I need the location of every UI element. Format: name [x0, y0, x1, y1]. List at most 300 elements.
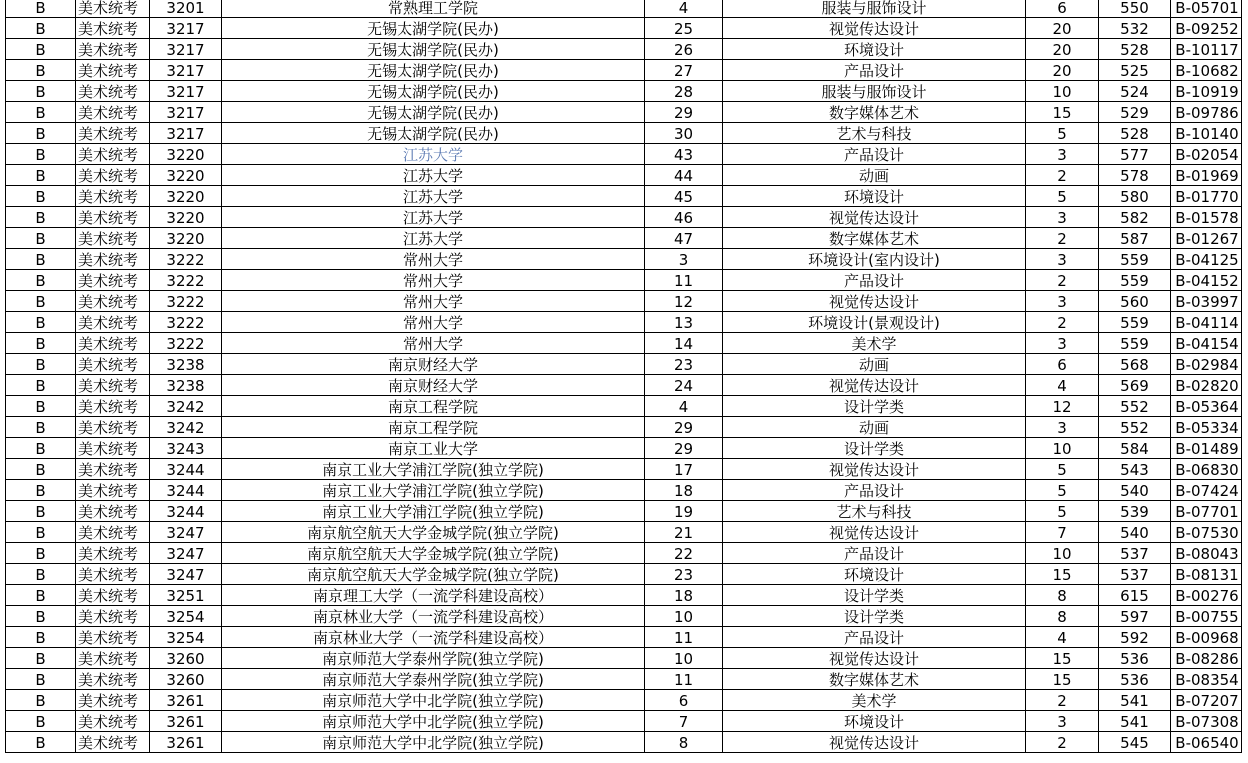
batch-cell[interactable]: B [6, 501, 76, 522]
school-code-cell[interactable]: 3217 [150, 60, 222, 81]
score-cell[interactable]: 559 [1099, 270, 1171, 291]
category-cell[interactable]: 美术统考 [76, 165, 150, 186]
major-code-cell[interactable]: 4 [645, 396, 723, 417]
score-cell[interactable]: 578 [1099, 165, 1171, 186]
school-name-cell[interactable]: 南京航空航天大学金城学院(独立学院) [222, 564, 645, 585]
major-name-cell[interactable]: 环境设计 [723, 186, 1026, 207]
score-cell[interactable]: 528 [1099, 123, 1171, 144]
table-row[interactable] [6, 333, 1242, 354]
score-cell[interactable]: 525 [1099, 60, 1171, 81]
rank-cell[interactable]: B-07530 [1171, 522, 1242, 543]
batch-cell[interactable]: B [6, 249, 76, 270]
plan-count-cell[interactable]: 3 [1026, 249, 1099, 270]
major-code-cell[interactable]: 30 [645, 123, 723, 144]
major-name-cell[interactable]: 环境设计 [723, 711, 1026, 732]
score-cell[interactable]: 536 [1099, 669, 1171, 690]
rank-cell[interactable]: B-05364 [1171, 396, 1242, 417]
rank-cell[interactable]: B-10682 [1171, 60, 1242, 81]
plan-count-cell[interactable]: 6 [1026, 354, 1099, 375]
table-row[interactable] [6, 270, 1242, 291]
batch-cell[interactable]: B [6, 0, 76, 18]
table-row[interactable] [6, 123, 1242, 144]
major-code-cell[interactable]: 29 [645, 417, 723, 438]
rank-cell[interactable]: B-10919 [1171, 81, 1242, 102]
school-code-cell[interactable]: 3254 [150, 627, 222, 648]
category-cell[interactable]: 美术统考 [76, 732, 150, 753]
major-name-cell[interactable]: 设计学类 [723, 606, 1026, 627]
category-cell[interactable]: 美术统考 [76, 585, 150, 606]
category-cell[interactable]: 美术统考 [76, 627, 150, 648]
table-row[interactable] [6, 711, 1242, 732]
school-name-cell[interactable]: 南京林业大学（一流学科建设高校） [222, 606, 645, 627]
major-code-cell[interactable]: 26 [645, 39, 723, 60]
major-name-cell[interactable]: 数字媒体艺术 [723, 669, 1026, 690]
batch-cell[interactable]: B [6, 438, 76, 459]
plan-count-cell[interactable]: 7 [1026, 522, 1099, 543]
plan-count-cell[interactable]: 10 [1026, 81, 1099, 102]
batch-cell[interactable]: B [6, 81, 76, 102]
score-cell[interactable]: 537 [1099, 564, 1171, 585]
rank-cell[interactable]: B-07207 [1171, 690, 1242, 711]
school-name-cell[interactable]: 南京航空航天大学金城学院(独立学院) [222, 543, 645, 564]
major-code-cell[interactable]: 23 [645, 354, 723, 375]
rank-cell[interactable]: B-05701 [1171, 0, 1242, 18]
major-name-cell[interactable]: 产品设计 [723, 543, 1026, 564]
table-row[interactable] [6, 375, 1242, 396]
score-cell[interactable]: 541 [1099, 690, 1171, 711]
school-code-cell[interactable]: 3238 [150, 354, 222, 375]
school-name-cell[interactable]: 江苏大学 [222, 207, 645, 228]
category-cell[interactable]: 美术统考 [76, 543, 150, 564]
school-code-cell[interactable]: 3242 [150, 396, 222, 417]
major-name-cell[interactable]: 视觉传达设计 [723, 291, 1026, 312]
major-code-cell[interactable]: 22 [645, 543, 723, 564]
school-code-cell[interactable]: 3242 [150, 417, 222, 438]
score-cell[interactable]: 540 [1099, 480, 1171, 501]
school-name-cell[interactable]: 无锡太湖学院(民办) [222, 60, 645, 81]
score-cell[interactable]: 580 [1099, 186, 1171, 207]
major-name-cell[interactable]: 动画 [723, 417, 1026, 438]
batch-cell[interactable]: B [6, 543, 76, 564]
major-code-cell[interactable]: 29 [645, 438, 723, 459]
school-name-cell[interactable]: 南京师范大学泰州学院(独立学院) [222, 669, 645, 690]
school-name-cell[interactable]: 南京师范大学中北学院(独立学院) [222, 732, 645, 753]
rank-cell[interactable]: B-06540 [1171, 732, 1242, 753]
batch-cell[interactable]: B [6, 39, 76, 60]
plan-count-cell[interactable]: 15 [1026, 102, 1099, 123]
major-code-cell[interactable]: 13 [645, 312, 723, 333]
table-row[interactable] [6, 459, 1242, 480]
plan-count-cell[interactable]: 3 [1026, 711, 1099, 732]
school-code-cell[interactable]: 3222 [150, 312, 222, 333]
major-code-cell[interactable]: 14 [645, 333, 723, 354]
score-cell[interactable]: 541 [1099, 711, 1171, 732]
school-name-cell[interactable]: 南京林业大学（一流学科建设高校） [222, 627, 645, 648]
rank-cell[interactable]: B-02054 [1171, 144, 1242, 165]
plan-count-cell[interactable]: 3 [1026, 207, 1099, 228]
category-cell[interactable]: 美术统考 [76, 396, 150, 417]
score-cell[interactable]: 560 [1099, 291, 1171, 312]
school-code-cell[interactable]: 3251 [150, 585, 222, 606]
school-name-cell[interactable]: 南京工业大学 [222, 438, 645, 459]
major-name-cell[interactable]: 动画 [723, 165, 1026, 186]
rank-cell[interactable]: B-01267 [1171, 228, 1242, 249]
plan-count-cell[interactable]: 2 [1026, 270, 1099, 291]
batch-cell[interactable]: B [6, 165, 76, 186]
major-code-cell[interactable]: 10 [645, 648, 723, 669]
table-row[interactable] [6, 417, 1242, 438]
rank-cell[interactable]: B-07701 [1171, 501, 1242, 522]
score-cell[interactable]: 539 [1099, 501, 1171, 522]
plan-count-cell[interactable]: 5 [1026, 480, 1099, 501]
category-cell[interactable]: 美术统考 [76, 102, 150, 123]
major-name-cell[interactable]: 产品设计 [723, 60, 1026, 81]
school-code-cell[interactable]: 3217 [150, 123, 222, 144]
category-cell[interactable]: 美术统考 [76, 480, 150, 501]
major-name-cell[interactable]: 视觉传达设计 [723, 18, 1026, 39]
rank-cell[interactable]: B-07424 [1171, 480, 1242, 501]
major-code-cell[interactable]: 11 [645, 627, 723, 648]
school-code-cell[interactable]: 3220 [150, 207, 222, 228]
plan-count-cell[interactable]: 15 [1026, 564, 1099, 585]
category-cell[interactable]: 美术统考 [76, 459, 150, 480]
category-cell[interactable]: 美术统考 [76, 249, 150, 270]
school-name-cell[interactable]: 南京工业大学浦江学院(独立学院) [222, 459, 645, 480]
major-code-cell[interactable]: 27 [645, 60, 723, 81]
major-name-cell[interactable]: 美术学 [723, 690, 1026, 711]
table-row[interactable] [6, 18, 1242, 39]
school-code-cell[interactable]: 3220 [150, 186, 222, 207]
rank-cell[interactable]: B-05334 [1171, 417, 1242, 438]
rank-cell[interactable]: B-01578 [1171, 207, 1242, 228]
score-cell[interactable]: 540 [1099, 522, 1171, 543]
major-code-cell[interactable]: 21 [645, 522, 723, 543]
school-code-cell[interactable]: 3217 [150, 39, 222, 60]
batch-cell[interactable]: B [6, 123, 76, 144]
rank-cell[interactable]: B-02984 [1171, 354, 1242, 375]
major-name-cell[interactable]: 视觉传达设计 [723, 207, 1026, 228]
school-name-cell[interactable]: 常熟理工学院 [222, 0, 645, 18]
score-cell[interactable]: 559 [1099, 249, 1171, 270]
score-cell[interactable]: 577 [1099, 144, 1171, 165]
school-code-cell[interactable]: 3222 [150, 291, 222, 312]
table-row[interactable] [6, 585, 1242, 606]
major-code-cell[interactable]: 8 [645, 732, 723, 753]
plan-count-cell[interactable]: 6 [1026, 0, 1099, 18]
batch-cell[interactable]: B [6, 522, 76, 543]
score-cell[interactable]: 615 [1099, 585, 1171, 606]
major-code-cell[interactable]: 4 [645, 0, 723, 18]
major-name-cell[interactable]: 产品设计 [723, 144, 1026, 165]
school-name-cell[interactable]: 无锡太湖学院(民办) [222, 39, 645, 60]
batch-cell[interactable]: B [6, 18, 76, 39]
school-name-cell[interactable]: 南京财经大学 [222, 354, 645, 375]
batch-cell[interactable]: B [6, 417, 76, 438]
school-code-cell[interactable]: 3261 [150, 732, 222, 753]
major-code-cell[interactable]: 11 [645, 669, 723, 690]
table-row[interactable] [6, 228, 1242, 249]
rank-cell[interactable]: B-00755 [1171, 606, 1242, 627]
table-row[interactable] [6, 543, 1242, 564]
school-code-cell[interactable]: 3247 [150, 522, 222, 543]
score-cell[interactable]: 552 [1099, 396, 1171, 417]
score-cell[interactable]: 528 [1099, 39, 1171, 60]
major-code-cell[interactable]: 25 [645, 18, 723, 39]
category-cell[interactable]: 美术统考 [76, 123, 150, 144]
category-cell[interactable]: 美术统考 [76, 606, 150, 627]
table-row[interactable] [6, 0, 1242, 18]
major-code-cell[interactable]: 10 [645, 606, 723, 627]
score-cell[interactable]: 559 [1099, 333, 1171, 354]
major-name-cell[interactable]: 视觉传达设计 [723, 522, 1026, 543]
school-code-cell[interactable]: 3222 [150, 333, 222, 354]
rank-cell[interactable]: B-04114 [1171, 312, 1242, 333]
rank-cell[interactable]: B-06830 [1171, 459, 1242, 480]
school-code-cell[interactable]: 3261 [150, 690, 222, 711]
score-cell[interactable]: 559 [1099, 312, 1171, 333]
rank-cell[interactable]: B-08354 [1171, 669, 1242, 690]
plan-count-cell[interactable]: 5 [1026, 501, 1099, 522]
school-name-cell[interactable]: 南京工业大学浦江学院(独立学院) [222, 480, 645, 501]
category-cell[interactable]: 美术统考 [76, 144, 150, 165]
major-code-cell[interactable]: 46 [645, 207, 723, 228]
school-code-cell[interactable]: 3244 [150, 501, 222, 522]
school-name-cell[interactable]: 南京师范大学中北学院(独立学院) [222, 711, 645, 732]
table-row[interactable] [6, 438, 1242, 459]
plan-count-cell[interactable]: 4 [1026, 627, 1099, 648]
major-name-cell[interactable]: 动画 [723, 354, 1026, 375]
score-cell[interactable]: 582 [1099, 207, 1171, 228]
plan-count-cell[interactable]: 3 [1026, 291, 1099, 312]
school-code-cell[interactable]: 3222 [150, 270, 222, 291]
table-row[interactable] [6, 207, 1242, 228]
score-cell[interactable]: 552 [1099, 417, 1171, 438]
table-row[interactable] [6, 165, 1242, 186]
score-cell[interactable]: 584 [1099, 438, 1171, 459]
batch-cell[interactable]: B [6, 585, 76, 606]
major-code-cell[interactable]: 12 [645, 291, 723, 312]
major-name-cell[interactable]: 视觉传达设计 [723, 648, 1026, 669]
major-name-cell[interactable]: 数字媒体艺术 [723, 102, 1026, 123]
major-name-cell[interactable]: 环境设计 [723, 39, 1026, 60]
score-cell[interactable]: 568 [1099, 354, 1171, 375]
rank-cell[interactable]: B-00968 [1171, 627, 1242, 648]
school-code-cell[interactable]: 3220 [150, 165, 222, 186]
table-row[interactable] [6, 291, 1242, 312]
table-row[interactable] [6, 312, 1242, 333]
major-name-cell[interactable]: 产品设计 [723, 480, 1026, 501]
table-row[interactable] [6, 249, 1242, 270]
school-name-cell[interactable]: 常州大学 [222, 249, 645, 270]
major-name-cell[interactable]: 产品设计 [723, 270, 1026, 291]
major-name-cell[interactable]: 视觉传达设计 [723, 459, 1026, 480]
major-name-cell[interactable]: 产品设计 [723, 627, 1026, 648]
rank-cell[interactable]: B-09252 [1171, 18, 1242, 39]
major-name-cell[interactable]: 环境设计(景观设计) [723, 312, 1026, 333]
major-code-cell[interactable]: 18 [645, 585, 723, 606]
score-cell[interactable]: 532 [1099, 18, 1171, 39]
table-row[interactable] [6, 81, 1242, 102]
school-code-cell[interactable]: 3260 [150, 669, 222, 690]
score-cell[interactable]: 529 [1099, 102, 1171, 123]
rank-cell[interactable]: B-08131 [1171, 564, 1242, 585]
school-name-cell[interactable]: 常州大学 [222, 312, 645, 333]
rank-cell[interactable]: B-03997 [1171, 291, 1242, 312]
table-row[interactable] [6, 606, 1242, 627]
batch-cell[interactable]: B [6, 396, 76, 417]
batch-cell[interactable]: B [6, 186, 76, 207]
major-name-cell[interactable]: 服装与服饰设计 [723, 81, 1026, 102]
school-code-cell[interactable]: 3244 [150, 459, 222, 480]
batch-cell[interactable]: B [6, 354, 76, 375]
school-code-cell[interactable]: 3217 [150, 18, 222, 39]
rank-cell[interactable]: B-04154 [1171, 333, 1242, 354]
school-name-cell[interactable]: 无锡太湖学院(民办) [222, 102, 645, 123]
batch-cell[interactable]: B [6, 291, 76, 312]
category-cell[interactable]: 美术统考 [76, 375, 150, 396]
plan-count-cell[interactable]: 5 [1026, 123, 1099, 144]
table-row[interactable] [6, 690, 1242, 711]
rank-cell[interactable]: B-00276 [1171, 585, 1242, 606]
plan-count-cell[interactable]: 20 [1026, 60, 1099, 81]
category-cell[interactable]: 美术统考 [76, 564, 150, 585]
batch-cell[interactable]: B [6, 228, 76, 249]
major-name-cell[interactable]: 视觉传达设计 [723, 375, 1026, 396]
batch-cell[interactable]: B [6, 564, 76, 585]
school-code-cell[interactable]: 3222 [150, 249, 222, 270]
major-code-cell[interactable]: 28 [645, 81, 723, 102]
batch-cell[interactable]: B [6, 333, 76, 354]
plan-count-cell[interactable]: 20 [1026, 39, 1099, 60]
plan-count-cell[interactable]: 10 [1026, 543, 1099, 564]
school-code-cell[interactable]: 3220 [150, 228, 222, 249]
rank-cell[interactable]: B-01489 [1171, 438, 1242, 459]
score-cell[interactable]: 592 [1099, 627, 1171, 648]
table-row[interactable] [6, 627, 1242, 648]
school-name-cell[interactable]: 南京师范大学中北学院(独立学院) [222, 690, 645, 711]
category-cell[interactable]: 美术统考 [76, 333, 150, 354]
major-code-cell[interactable]: 29 [645, 102, 723, 123]
school-name-cell[interactable]: 常州大学 [222, 270, 645, 291]
table-row[interactable] [6, 501, 1242, 522]
major-code-cell[interactable]: 47 [645, 228, 723, 249]
table-row[interactable] [6, 648, 1242, 669]
table-row[interactable] [6, 354, 1242, 375]
plan-count-cell[interactable]: 20 [1026, 18, 1099, 39]
batch-cell[interactable]: B [6, 207, 76, 228]
school-name-cell[interactable]: 常州大学 [222, 333, 645, 354]
school-name-cell[interactable]: 南京财经大学 [222, 375, 645, 396]
score-cell[interactable]: 597 [1099, 606, 1171, 627]
school-code-cell[interactable]: 3243 [150, 438, 222, 459]
school-code-cell[interactable]: 3247 [150, 564, 222, 585]
batch-cell[interactable]: B [6, 60, 76, 81]
table-row[interactable] [6, 396, 1242, 417]
rank-cell[interactable]: B-07308 [1171, 711, 1242, 732]
category-cell[interactable]: 美术统考 [76, 81, 150, 102]
plan-count-cell[interactable]: 8 [1026, 606, 1099, 627]
plan-count-cell[interactable]: 3 [1026, 144, 1099, 165]
category-cell[interactable]: 美术统考 [76, 669, 150, 690]
batch-cell[interactable]: B [6, 732, 76, 753]
plan-count-cell[interactable]: 2 [1026, 228, 1099, 249]
score-cell[interactable]: 536 [1099, 648, 1171, 669]
school-name-cell[interactable]: 南京理工大学（一流学科建设高校） [222, 585, 645, 606]
category-cell[interactable]: 美术统考 [76, 186, 150, 207]
batch-cell[interactable]: B [6, 144, 76, 165]
plan-count-cell[interactable]: 2 [1026, 690, 1099, 711]
plan-count-cell[interactable]: 4 [1026, 375, 1099, 396]
category-cell[interactable]: 美术统考 [76, 291, 150, 312]
rank-cell[interactable]: B-01770 [1171, 186, 1242, 207]
score-cell[interactable]: 587 [1099, 228, 1171, 249]
major-code-cell[interactable]: 17 [645, 459, 723, 480]
major-code-cell[interactable]: 19 [645, 501, 723, 522]
category-cell[interactable]: 美术统考 [76, 312, 150, 333]
rank-cell[interactable]: B-04152 [1171, 270, 1242, 291]
table-row[interactable] [6, 480, 1242, 501]
major-code-cell[interactable]: 6 [645, 690, 723, 711]
school-code-cell[interactable]: 3238 [150, 375, 222, 396]
batch-cell[interactable]: B [6, 669, 76, 690]
batch-cell[interactable]: B [6, 627, 76, 648]
category-cell[interactable]: 美术统考 [76, 0, 150, 18]
major-code-cell[interactable]: 24 [645, 375, 723, 396]
school-name-cell[interactable]: 无锡太湖学院(民办) [222, 81, 645, 102]
table-row[interactable] [6, 564, 1242, 585]
category-cell[interactable]: 美术统考 [76, 207, 150, 228]
major-code-cell[interactable]: 45 [645, 186, 723, 207]
category-cell[interactable]: 美术统考 [76, 60, 150, 81]
table-row[interactable] [6, 144, 1242, 165]
batch-cell[interactable]: B [6, 270, 76, 291]
school-code-cell[interactable]: 3247 [150, 543, 222, 564]
school-name-cell[interactable]: 南京师范大学泰州学院(独立学院) [222, 648, 645, 669]
school-name-cell[interactable]: 南京工业大学浦江学院(独立学院) [222, 501, 645, 522]
plan-count-cell[interactable]: 15 [1026, 669, 1099, 690]
major-code-cell[interactable]: 44 [645, 165, 723, 186]
category-cell[interactable]: 美术统考 [76, 354, 150, 375]
major-code-cell[interactable]: 23 [645, 564, 723, 585]
major-name-cell[interactable]: 环境设计 [723, 564, 1026, 585]
category-cell[interactable]: 美术统考 [76, 438, 150, 459]
table-row[interactable] [6, 102, 1242, 123]
batch-cell[interactable]: B [6, 606, 76, 627]
batch-cell[interactable]: B [6, 711, 76, 732]
score-cell[interactable]: 537 [1099, 543, 1171, 564]
category-cell[interactable]: 美术统考 [76, 522, 150, 543]
school-name-cell[interactable]: 江苏大学 [222, 228, 645, 249]
table-row[interactable] [6, 522, 1242, 543]
school-code-cell[interactable]: 3254 [150, 606, 222, 627]
table-row[interactable] [6, 186, 1242, 207]
school-name-cell[interactable]: 南京航空航天大学金城学院(独立学院) [222, 522, 645, 543]
major-name-cell[interactable]: 艺术与科技 [723, 123, 1026, 144]
major-name-cell[interactable]: 设计学类 [723, 585, 1026, 606]
rank-cell[interactable]: B-10140 [1171, 123, 1242, 144]
batch-cell[interactable]: B [6, 312, 76, 333]
major-name-cell[interactable]: 设计学类 [723, 438, 1026, 459]
category-cell[interactable]: 美术统考 [76, 417, 150, 438]
rank-cell[interactable]: B-08043 [1171, 543, 1242, 564]
school-code-cell[interactable]: 3220 [150, 144, 222, 165]
batch-cell[interactable]: B [6, 102, 76, 123]
school-name-cell[interactable]: 无锡太湖学院(民办) [222, 123, 645, 144]
school-name-cell[interactable]: 江苏大学 [222, 165, 645, 186]
rank-cell[interactable]: B-08286 [1171, 648, 1242, 669]
major-name-cell[interactable]: 美术学 [723, 333, 1026, 354]
category-cell[interactable]: 美术统考 [76, 501, 150, 522]
